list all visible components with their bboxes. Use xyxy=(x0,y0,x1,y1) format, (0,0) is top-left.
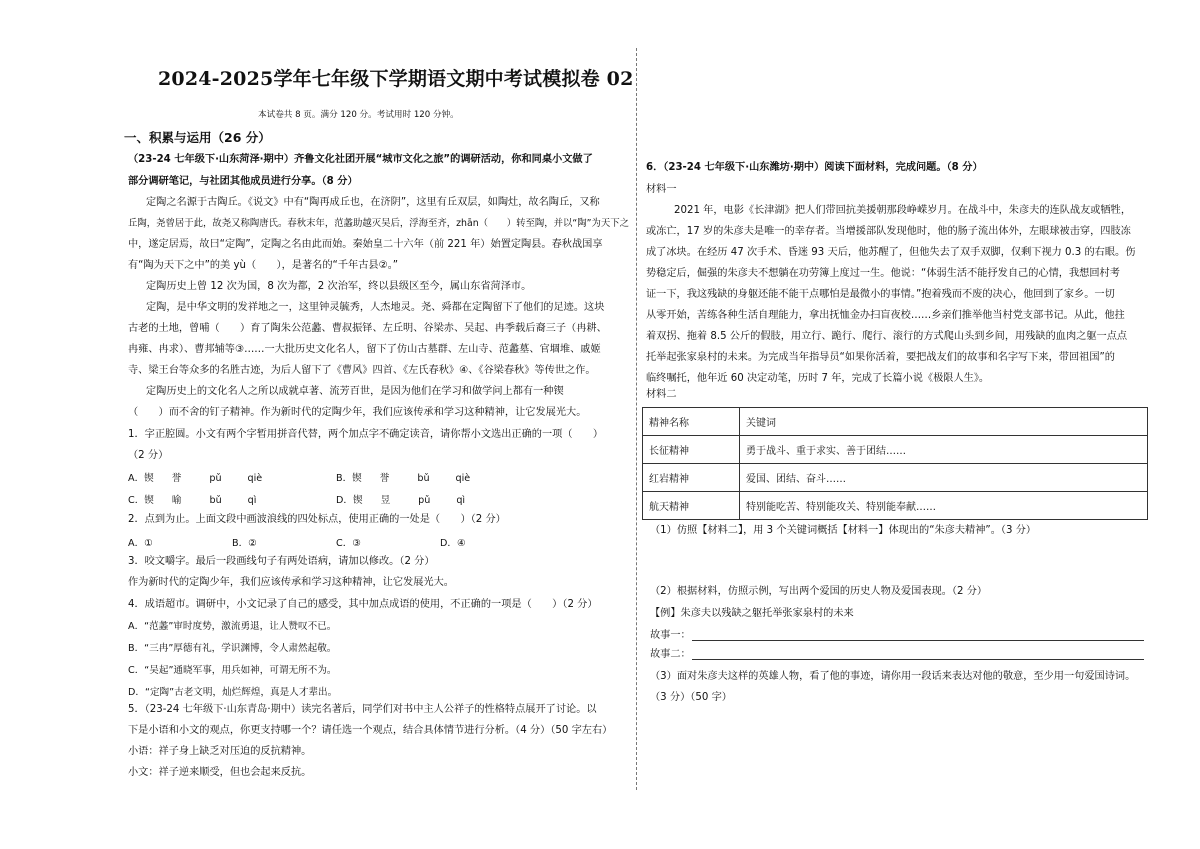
sub-question-3-line: （3）面对朱彦夫这样的英雄人物，看了他的事迹，请你用一段话来表达对他的敬意，至少用一句爱国诗词。 xyxy=(650,671,1136,682)
q4-option-d[interactable]: D．“定陶”古老文明，灿烂辉煌，真是人才辈出。 xyxy=(128,687,338,698)
question-5-line: 小语：祥子身上缺乏对压迫的反抗精神。 xyxy=(128,746,312,757)
column-divider xyxy=(636,48,637,790)
material-1-label: 材料一 xyxy=(646,184,677,195)
material-1-line: 成了冰块。在经历 47 次手术、昏迷 93 天后，他苏醒了，但他失去了双手双脚，仅剩下视力 0.3 的右眼。伤 xyxy=(646,247,1136,258)
question-3-text: 作为新时代的定陶少年，我们应该传承和学习这种精神，让它发展光大。 xyxy=(128,577,454,588)
table-cell: 爱国、团结、奋斗…… xyxy=(740,464,1148,492)
question-4: 4．成语超市。调研中，小文记录了自己的感受，其中加点成语的使用，不正确的一项是（ ）（2 分） xyxy=(128,599,598,610)
material-1-line: 势稳定后，倔强的朱彦夫不想躺在功劳簿上度过一生。他说：“体弱生活不能抒发自己的心情，我想回村考 xyxy=(646,268,1120,279)
document-subtitle: 本试卷共 8 页。满分 120 分。考试用时 120 分钟。 xyxy=(258,110,459,120)
table-cell: 长征精神 xyxy=(643,436,740,464)
paragraph-line: 古老的土地，曾哺（ ）育了陶朱公范蠡、曹叔振铎、左丘明、谷梁赤、吴起、冉季载后裔三子（冉耕、 xyxy=(128,323,607,334)
section-heading: 一、积累与运用（26 分） xyxy=(124,130,271,145)
table-cell: 红岩精神 xyxy=(643,464,740,492)
question-1-score: （2 分） xyxy=(128,450,169,461)
question-1: 1．字正腔圆。小文有两个字暂用拼音代替，两个加点字不确定读音，请你帮小文选出正确的一项（ ） xyxy=(128,429,604,440)
paragraph-line: 寺、梁王台等众多的名胜古迹，为后人留下了《曹风》四首、《左氏春秋》④、《谷梁春秋》等传世之作。 xyxy=(128,365,596,376)
sub-question-1: （1）仿照【材料二】，用 3 个关键词概括【材料一】体现出的“朱彦夫精神”。（3 分） xyxy=(650,525,1037,536)
question-5-line: 下是小语和小文的观点，你更支持哪一个？请任选一个观点，结合具体情节进行分析。（4 分）（50 字左右） xyxy=(128,725,613,736)
spirit-table xyxy=(642,407,1148,520)
paragraph-line: 中，遂定居焉，故曰“定陶”，定陶之名由此而始。秦始皇二十六年（前 221 年）始置定陶县。春秋战国享 xyxy=(128,239,603,250)
q2-option-a[interactable]: A．① xyxy=(128,538,153,549)
q2-option-d[interactable]: D．④ xyxy=(440,538,466,549)
story-2-answer-line[interactable] xyxy=(692,659,1144,660)
paragraph-line: 有“陶为天下之中”的美 yù（ ），是著名的“千年古县②。” xyxy=(128,260,399,271)
question-5-line: 小文：祥子逆来顺受，但也会起来反抗。 xyxy=(128,767,312,778)
story-1-answer-line[interactable] xyxy=(692,640,1144,641)
intro-line-1: （23-24 七年级下·山东菏泽·期中）齐鲁文化社团开展“城市文化之旅”的调研活动，你和同桌小文做了 xyxy=(128,154,593,165)
example-line: 【例】朱彦夫以残缺之躯托举张家泉村的未来 xyxy=(650,608,854,619)
q4-option-b[interactable]: B．“三冉”厚德有礼，学识渊博，令人肃然起敬。 xyxy=(128,643,337,654)
material-1-line: 着双拐、拖着 8.5 公斤的假肢，用立行、跪行、爬行、滚行的方式爬山头到乡间，用残缺的血肉之躯一点点 xyxy=(646,331,1128,342)
paragraph-line: 丘陶，尧曾居于此，故尧又称陶唐氏。春秋末年，范蠡助越灭吴后，浮海至齐，zhān（ ）转至陶，并以“陶”为天下之 xyxy=(128,218,630,229)
document-title: 2024-2025学年七年级下学期语文期中考试模拟卷 02 xyxy=(158,68,634,90)
q1-option-d[interactable]: D．锲 昱 pǔ qì xyxy=(336,495,466,506)
material-1-line: 证一下，我这残缺的身躯还能不能干点哪怕是最微小的事情。”抱着残而不废的决心，他回到了家乡。一切 xyxy=(646,289,1115,300)
question-3: 3．咬文嚼字。最后一段画线句子有两处语病，请加以修改。（2 分） xyxy=(128,556,435,567)
material-1-line: 或冻亡，17 岁的朱彦夫是唯一的幸存者。当增援部队发现他时，他的肠子流出体外，左眼球被击穿，四肢冻 xyxy=(646,226,1131,237)
question-6: 6．（23-24 七年级下·山东潍坊·期中）阅读下面材料，完成问题。（8 分） xyxy=(646,162,983,173)
q4-option-a[interactable]: A．“范蠡”审时度势，激流勇退，让人赞叹不已。 xyxy=(128,621,337,632)
material-1-line: 托举起张家泉村的未来。为完成当年指导员“如果你活着，要把战友们的故事和名字写下来，带回祖国”的 xyxy=(646,352,1115,363)
table-row xyxy=(643,464,1148,492)
q1-option-c[interactable]: C．锲 喻 bǔ qì xyxy=(128,495,257,506)
sub-question-3-line: （3 分）（50 字） xyxy=(650,692,732,703)
material-1-line: 从零开始，苦练各种生活自理能力，拿出抚恤金办扫盲夜校……乡亲们推举他当村党支部书记。从此，他拄 xyxy=(646,310,1125,321)
paragraph-line: 定陶历史上曾 12 次为国，8 次为都，2 次治军，终以县级区至今，属山东省菏泽市。 xyxy=(146,281,532,292)
q1-option-b[interactable]: B．锲 誉 bǔ qiè xyxy=(336,473,471,484)
q2-option-c[interactable]: C．③ xyxy=(336,538,361,549)
story-1-label: 故事一： xyxy=(650,630,691,641)
sub-question-2: （2）根据材料，仿照示例，写出两个爱国的历史人物及爱国表现。（2 分） xyxy=(650,586,988,597)
table-header-row xyxy=(643,408,1148,436)
q2-option-b[interactable]: B．② xyxy=(232,538,257,549)
q4-option-c[interactable]: C．“吴起”通晓军事，用兵如神，可谓无所不为。 xyxy=(128,665,337,676)
table-row xyxy=(643,436,1148,464)
story-2-label: 故事二： xyxy=(650,649,691,660)
question-5-line: 5．（23-24 七年级下·山东青岛·期中）读完名著后，同学们对书中主人公祥子的性格特点展开了讨论。以 xyxy=(128,704,597,715)
table-cell: 航天精神 xyxy=(643,492,740,520)
q1-option-a[interactable]: A．锲 誉 pǔ qiè xyxy=(128,473,263,484)
intro-line-2: 部分调研笔记，与社团其他成员进行分享。（8 分） xyxy=(128,176,358,187)
paragraph-line: 冉雍、冉求）、曹邦辅等③……一大批历史文化名人，留下了仿山古墓群、左山寺、范蠡墓、官堌堆、戚姬 xyxy=(128,344,601,355)
table-header-cell: 关键词 xyxy=(740,408,1148,436)
question-2: 2．点到为止。上面文段中画波浪线的四处标点，使用正确的一处是（ ）（2 分） xyxy=(128,514,506,525)
table-cell: 勇于战斗、重于求实、善于团结…… xyxy=(740,436,1148,464)
material-2-label: 材料二 xyxy=(646,389,677,400)
paragraph-line: 定陶之名源于古陶丘。《说文》中有“陶再成丘也，在济阴”，这里有丘双层，如陶灶，故名陶丘，又称 xyxy=(146,197,600,208)
table-row xyxy=(643,492,1148,520)
material-1-line: 临终嘱托，他年近 60 决定动笔，历时 7 年，完成了长篇小说《极限人生》。 xyxy=(646,373,990,384)
table-header-cell: 精神名称 xyxy=(643,408,740,436)
table-cell: 特别能吃苦、特别能攻关、特别能奉献…… xyxy=(740,492,1148,520)
paragraph-line: 定陶历史上的文化名人之所以成就卓著、流芳百世，是因为他们在学习和做学问上都有一种锲 xyxy=(146,386,564,397)
material-1-line: 2021 年，电影《长津湖》把人们带回抗美援朝那段峥嵘岁月。在战斗中，朱彦夫的连队战友或牺牲， xyxy=(674,205,1132,216)
paragraph-line: 定陶，是中华文明的发祥地之一，这里钟灵毓秀，人杰地灵。尧、舜都在定陶留下了他们的足迹。这块 xyxy=(146,302,605,313)
paragraph-line: （ ）而不舍的钉子精神。作为新时代的定陶少年，我们应该传承和学习这种精神，让它发展光大。 xyxy=(128,407,587,418)
